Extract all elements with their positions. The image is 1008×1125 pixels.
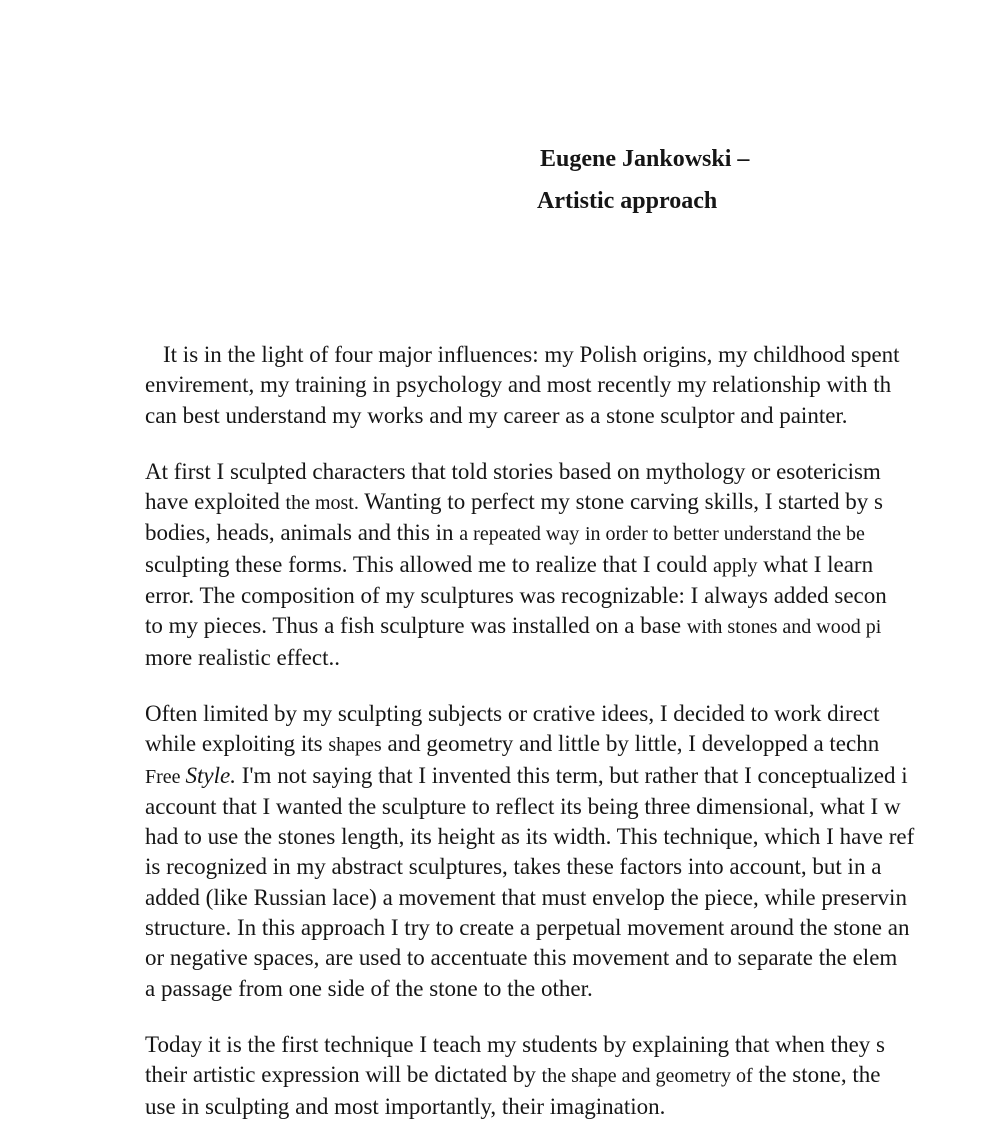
text-line xyxy=(145,1030,914,1060)
text-line xyxy=(145,370,914,400)
text-segment: a passage from one side of the stone to the other. xyxy=(145,975,593,1001)
text-segment: the shape and geometry of xyxy=(541,1065,753,1088)
text-segment: is recognized in my abstract sculptures, takes these factors into account, but in a xyxy=(145,854,882,880)
title-author: Eugene Jankowski – xyxy=(540,146,750,172)
text-segment: or negative spaces, are used to accentuate this movement and to separate the elem xyxy=(145,945,898,971)
text-line xyxy=(145,611,914,642)
text-segment: in order to better understand the be xyxy=(584,523,865,546)
text-segment: Today it is the first technique I teach my students by explaining that when they s xyxy=(145,1031,885,1057)
text-segment: envirement, my training in psychology and most recently my relationship with th xyxy=(145,372,892,398)
text-line xyxy=(145,761,914,792)
text-line xyxy=(145,913,914,943)
text-segment: and geometry and little by little, I developped a techn xyxy=(381,731,880,757)
text-segment: had to use the stones length, its height as its width. This technique, which I have ref xyxy=(145,824,915,850)
text-segment: It is in the light of four major influences: my Polish origins, my childhood spent xyxy=(163,342,900,367)
text-line xyxy=(145,518,914,549)
text-line xyxy=(145,883,914,913)
text-segment: with stones and wood pi xyxy=(686,616,882,639)
text-segment: structure. In this approach I try to create a perpetual movement around the stone an xyxy=(145,915,910,941)
text-line xyxy=(145,643,914,673)
text-segment: what I learn xyxy=(757,551,874,577)
text-segment: use in sculpting and most importantly, their imagination. xyxy=(145,1093,666,1119)
text-line xyxy=(145,401,914,431)
text-segment: the stone, the xyxy=(752,1062,881,1088)
text-segment: Free xyxy=(145,765,186,788)
text-segment: their artistic expression will be dictated by xyxy=(145,1062,542,1088)
text-line xyxy=(145,974,914,1004)
text-segment: can best understand my works and my career as a stone sculptor and painter. xyxy=(145,402,848,428)
title-subject: Artistic approach xyxy=(537,188,718,214)
body-paragraph xyxy=(145,340,914,431)
text-segment: a repeated way xyxy=(459,523,580,546)
text-line xyxy=(145,822,914,852)
text-line xyxy=(145,581,914,611)
text-segment: added (like Russian lace) a movement that must envelop the piece, while preservin xyxy=(145,884,907,910)
text-segment: bodies, heads, animals and this in xyxy=(145,520,460,546)
text-line xyxy=(145,699,914,729)
text-line xyxy=(145,1092,914,1122)
text-line xyxy=(145,457,914,487)
body-paragraph xyxy=(145,1030,914,1122)
text-segment: more realistic effect.. xyxy=(145,644,340,670)
text-line xyxy=(145,550,914,581)
text-segment: account that I wanted the sculpture to reflect its being three dimensional, what I w xyxy=(145,793,901,819)
text-line xyxy=(145,1060,914,1091)
text-segment: I'm not saying that I invented this term, but rather that I conceptualized i xyxy=(236,762,908,788)
text-segment: error. The composition of my sculptures was recognizable: I always added secon xyxy=(145,583,887,609)
document-body xyxy=(145,340,914,1125)
text-segment: apply xyxy=(713,554,758,577)
text-line xyxy=(145,852,914,882)
text-segment: the most. xyxy=(285,492,359,515)
text-segment: Wanting to perfect my stone carving skills, I started by s xyxy=(358,489,883,515)
text-segment: have exploited xyxy=(145,489,286,515)
text-line xyxy=(145,729,914,760)
text-line xyxy=(145,943,914,973)
text-segment: Often limited by my sculpting subjects or crative idees, I decided to work direct xyxy=(145,700,880,726)
text-segment: while exploiting its xyxy=(145,731,329,757)
text-segment: Style. xyxy=(185,762,236,788)
text-segment: At first I sculpted characters that told stories based on mythology or esotericism xyxy=(145,458,881,484)
body-paragraph xyxy=(145,699,914,1004)
text-segment: shapes xyxy=(328,734,382,757)
text-line xyxy=(145,340,914,370)
document-title xyxy=(537,138,750,222)
body-paragraph xyxy=(145,457,914,673)
text-segment: to my pieces. Thus a fish sculpture was installed on a base xyxy=(145,613,687,639)
text-line xyxy=(145,487,914,518)
text-segment: sculpting these forms. This allowed me to realize that I could xyxy=(145,551,714,577)
text-line xyxy=(145,792,914,822)
